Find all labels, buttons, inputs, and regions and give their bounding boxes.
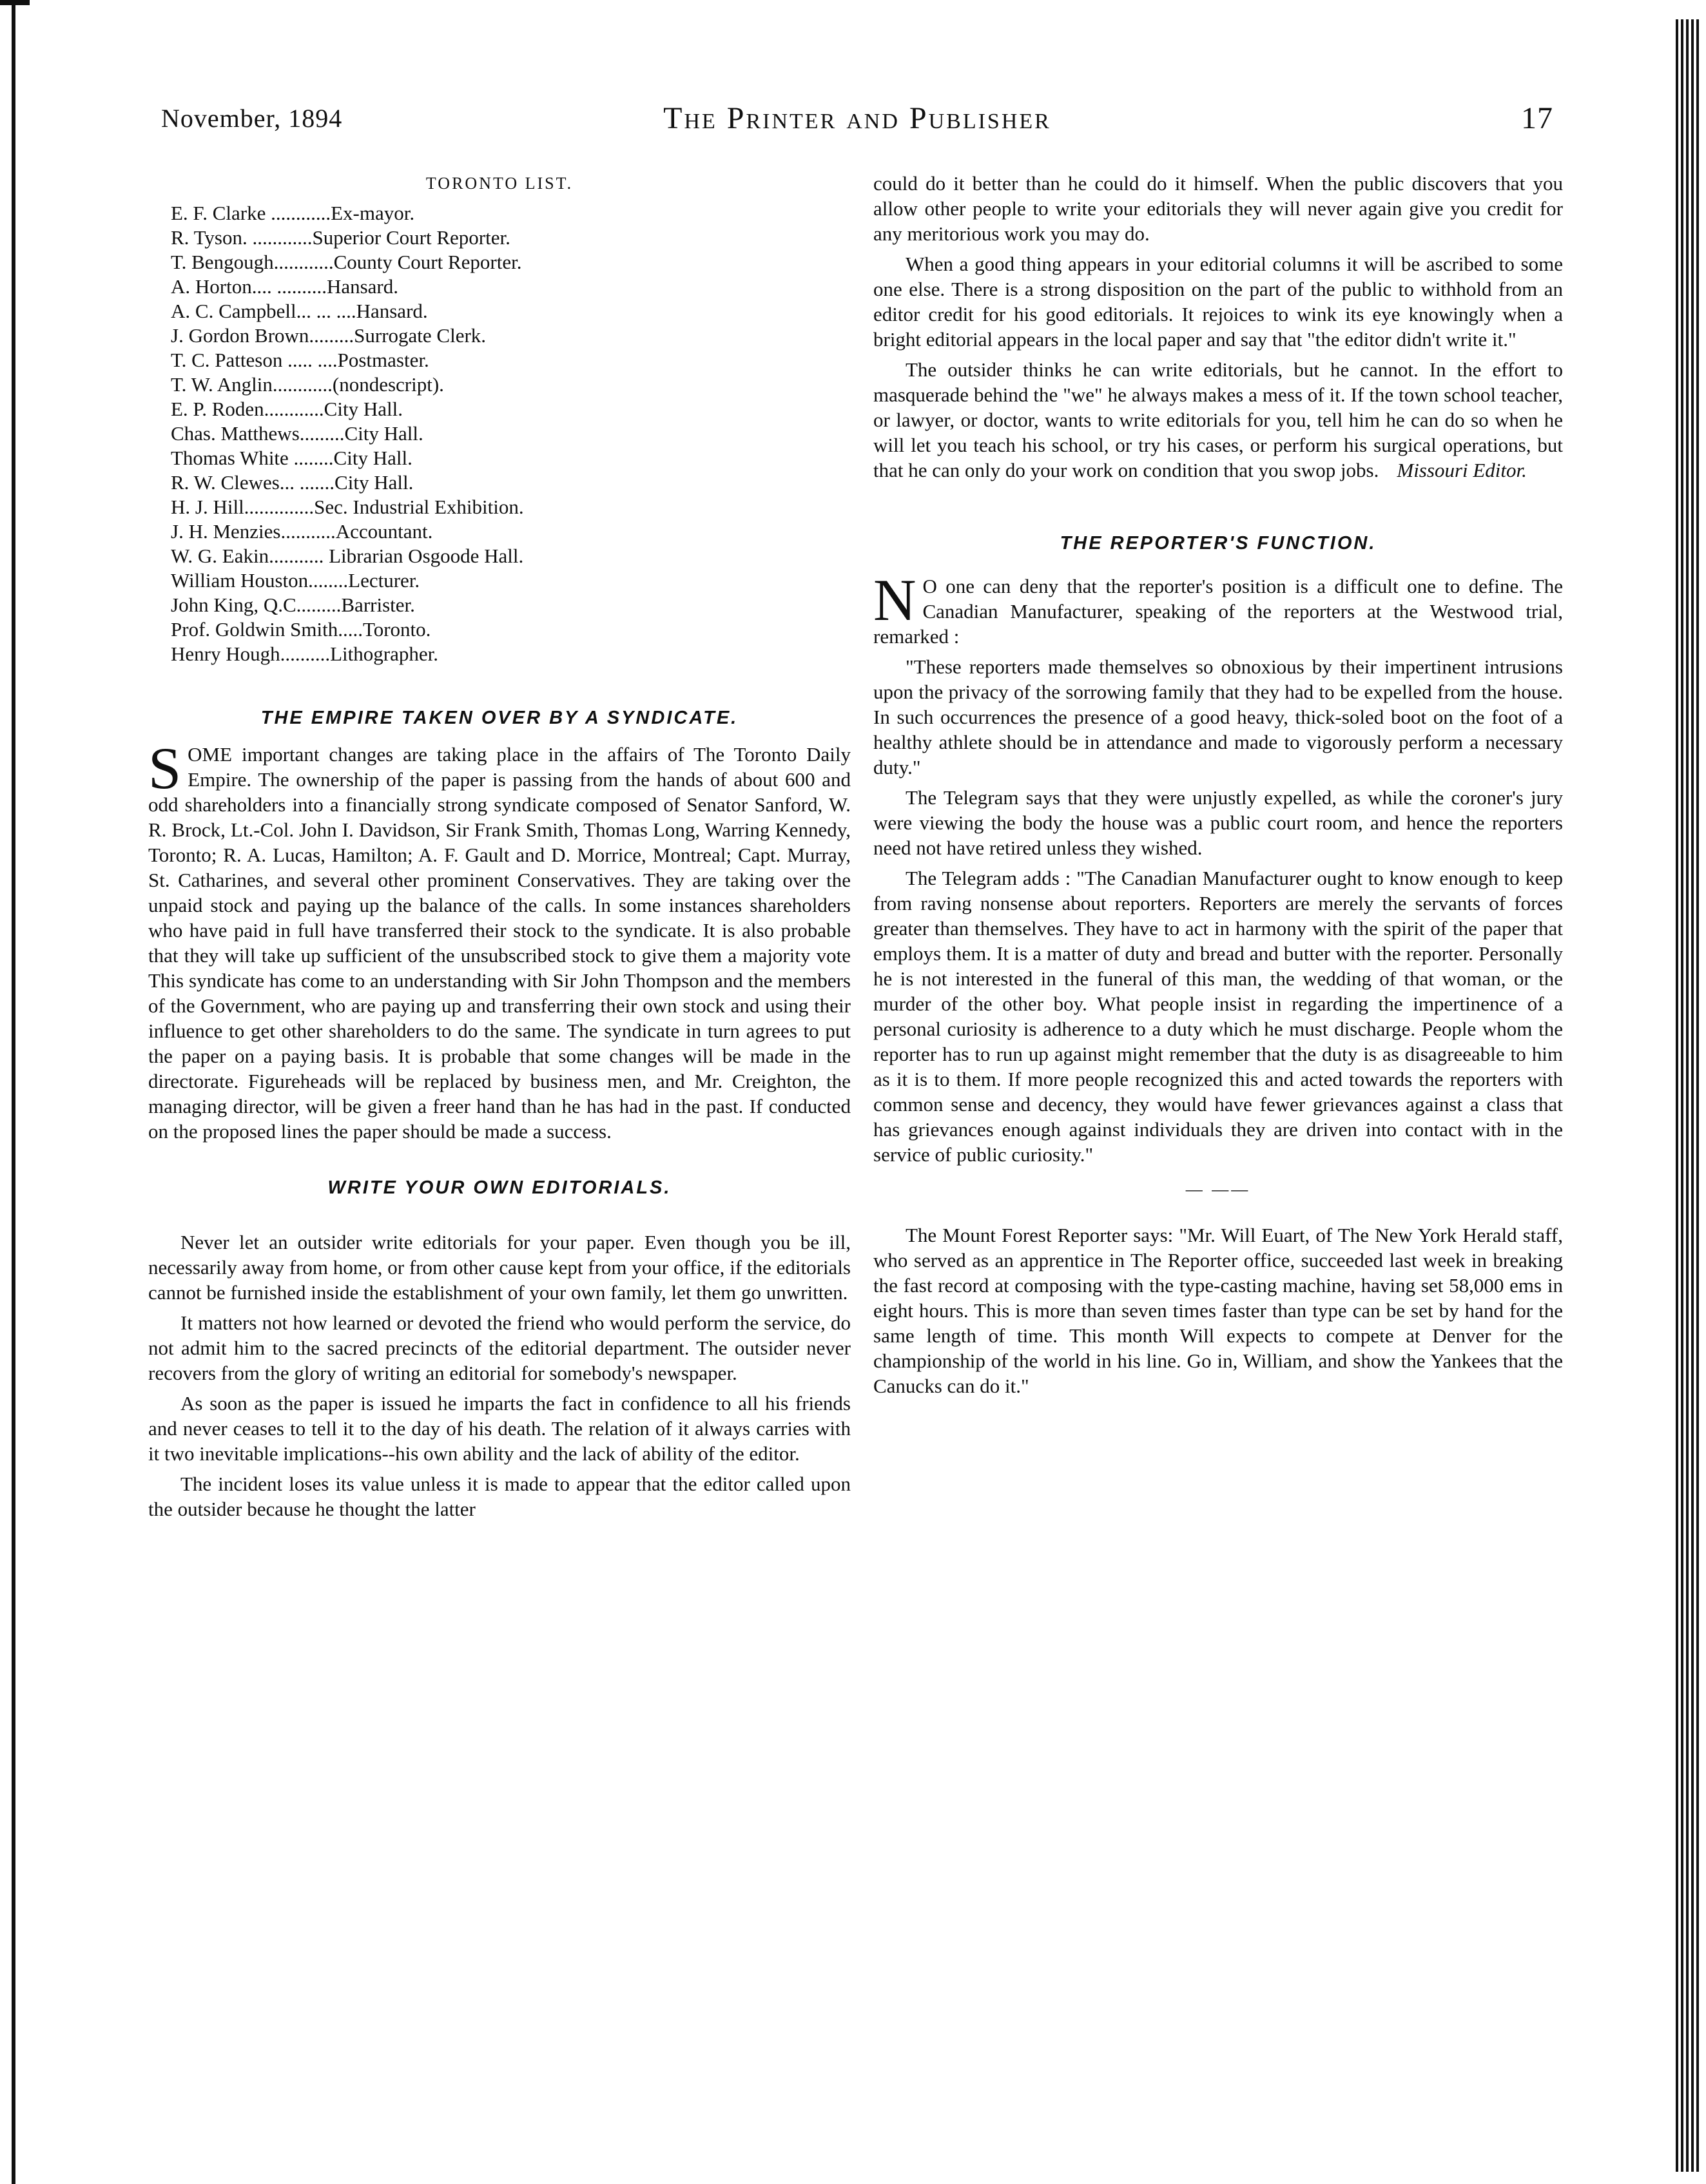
- reporter-paragraph: The Telegram says that they were unjustly expelled, as while the coroner's jury were viewing the body the house was a public court room, and hence the reporters need not have retired unless they wished.: [873, 786, 1563, 859]
- list-item: R. Tyson. ............Superior Court Reporter.: [171, 226, 510, 249]
- list-item: Chas. Matthews.........City Hall.: [171, 422, 423, 445]
- list-item: J. H. Menzies...........Accountant.: [171, 520, 433, 543]
- page-edge-right: [1676, 19, 1699, 2172]
- list-item: J. Gordon Brown.........Surrogate Clerk.: [171, 324, 487, 347]
- drop-cap: S: [148, 735, 182, 801]
- editorials-paragraph: As soon as the paper is issued he imparts the fact in confidence to all his friends and never ceases to tell it to the day of his death. The relation of it always carries with it two inevitable implications--his own ability and the lack of ability of the editor.: [148, 1392, 851, 1465]
- toronto-list: [171, 201, 851, 666]
- list-item: E. P. Roden............City Hall.: [171, 398, 403, 420]
- list-item: A. C. Campbell... ... ....Hansard.: [171, 300, 428, 322]
- list-item: A. Horton.... ..........Hansard.: [171, 275, 399, 298]
- editorials-continuation: [873, 171, 1563, 483]
- editorials-paragraph: Never let an outsider write editorials for your paper. Even though you be ill, necessarily away from home, or from other cause kept from your office, if the editorials cannot be furnished inside the establishment of your own family, let them go unwritten.: [148, 1231, 851, 1304]
- editorials-paragraph: The outsider thinks he can write editorials, but he cannot. In the effort to masquerade behind the "we" he always makes a mess of it. If the town school teacher, or lawyer, or doctor, wants to write editorials for you, tell him he can do so when he will let you teach his school, or try his cases, or perform his surgical operations, but that he can only do your work on condition that you swop jobs. Missouri Editor.: [873, 358, 1563, 481]
- list-item: W. G. Eakin........... Librarian Osgoode Hall.: [171, 545, 524, 567]
- issue-date: November, 1894: [161, 104, 343, 133]
- mount-forest-paragraph: The Mount Forest Reporter says: "Mr. Will Euart, of The New York Herald staff, who served as an apprentice in The Reporter office, succeeded last week in breaking the fast record at composing with the type-casting machine, having set 58,000 ems in eight hours. This is more than seven times faster than type can be set by hand for the same length of time. This month Will expects to compete at Denver for the championship of the world in his line. Go in, William, and show the Yankees that the Canucks can do it.": [873, 1224, 1563, 1397]
- article-source: Missouri Editor.: [1397, 459, 1527, 481]
- list-item: R. W. Clewes... .......City Hall.: [171, 471, 414, 494]
- empire-article-title: THE EMPIRE TAKEN OVER BY A SYNDICATE.: [260, 708, 739, 728]
- reporter-paragraph: N O one can deny that the reporter's position is a difficult one to define. The Canadian Manufacturer, speaking of the reporters at the Westwood trial, remarked :: [873, 567, 1563, 648]
- list-item: E. F. Clarke ............Ex-mayor.: [171, 202, 415, 224]
- empire-article-paragraph: SOME important changes are taking place in the affairs of The Toronto Daily Empire. The ownership of the paper is passing from the hands of about 600 and odd shareholders into a financially strong syndicate composed of Senator Sanford, W. R. Brock, Lt.-Col. John I. Davidson, Sir Frank Smith, Thomas Long, Warring Kennedy, Toronto; R. A. Lucas, Hamilton; A. F. Gault and D. Morrice, Montreal; Capt. Murray, St. Catharines, and several other prominent Conservatives. They are taking over the unpaid stock and paying up the balance of the calls. In some instances shareholders who have paid in full have transferred their stock to the syndicate. It is also probable that they will take up sufficient of the unsubscribed stock to give them a majority vote This syndicate has come to an understanding with Sir John Thompson and the members of the Government, who are paying up and transferring their own stock and using their influence to get other shareholders to do the same. The syndicate in turn agrees to put the paper on a paying basis. It is probable that some changes will be made in the directorate. Figureheads will be replaced by business men, and Mr. Creighton, the managing director, will be given a freer hand than he has had in the past. If conducted on the proposed lines the paper should be made a success.: [148, 735, 851, 1143]
- list-item: T. C. Patteson ..... ....Postmaster.: [171, 349, 429, 371]
- list-item: Thomas White ........City Hall.: [171, 447, 412, 469]
- reporter-article-title: THE REPORTER'S FUNCTION.: [1060, 533, 1377, 554]
- editorials-paragraph: The incident loses its value unless it is made to appear that the editor called upon the outsider because he thought the latter: [148, 1473, 851, 1520]
- toronto-list-section: [148, 174, 851, 666]
- toronto-list-title: TORONTO LIST.: [425, 174, 574, 193]
- reporter-paragraph: The Telegram adds : "The Canadian Manufacturer ought to know enough to keep from raving nonsense about reporters. Reporters are merely the servants of forces greater than themselves. They have to act in harmony with the spirit of the paper that employs them. It is a matter of duty and bread and butter with the reporter. Personally he is not interested in the funeral of this man, the wedding of that woman, or the murder of the other boy. What people insist in regarding the impertinence of a personal curiosity is adherence to a duty which he must discharge. People whom the reporter has to run up against might remember that the duty is as disagreeable to him as it is to them. If more people recognized this and acted towards the reporters with common sense and decency, they would have fewer grievances against a class that has grievances enough against individuals they are driven into contact with in the service of public curiosity.": [873, 867, 1563, 1166]
- page-header: [161, 97, 1553, 135]
- reporter-article: [873, 533, 1563, 1398]
- list-item: T. W. Anglin............(nondescript).: [171, 373, 444, 396]
- left-column: [148, 174, 851, 1527]
- editorials-paragraph: could do it better than he could do it himself. When the public discovers that you allow other people to write your editorials they will never again give you credit for any meritorious work you may do.: [873, 172, 1563, 245]
- right-column: [873, 171, 1563, 1404]
- reporter-paragraph: "These reporters made themselves so obnoxious by their impertinent intrusions upon the privacy of the sorrowing family that they had to be expelled from the house. In such occurrences the presence of a good heavy, thick-soled boot on the foot of a healthy athlete should be in attendance and made to vigorously perform a necessary duty.": [873, 655, 1563, 778]
- list-item: Prof. Goldwin Smith.....Toronto.: [171, 618, 431, 641]
- publication-title: The Printer and Publisher: [663, 101, 1051, 135]
- page-edge-left: [12, 0, 15, 2184]
- list-item: Henry Hough..........Lithographer.: [171, 643, 438, 665]
- list-item: John King, Q.C.........Barrister.: [171, 594, 415, 616]
- editorials-article-title: WRITE YOUR OWN EDITORIALS.: [327, 1177, 672, 1198]
- list-item: T. Bengough............County Court Reporter.: [171, 251, 522, 273]
- section-separator: — ——: [1185, 1180, 1251, 1199]
- drop-cap: N: [873, 567, 916, 633]
- empire-article: [148, 708, 851, 1144]
- editorials-paragraph: When a good thing appears in your editorial columns it will be ascribed to some one else. There is a strong disposition on the part of the public to withhold from an editor credit for his good editorials. It rejoices to wink its eye knowingly when a bright editorial appears in the local paper and say that "the editor didn't write it.": [873, 253, 1563, 351]
- editorials-paragraph: It matters not how learned or devoted the friend who would perform the service, do not admit him to the sacred precincts of the editorial department. The outsider never recovers from the glory of writing an editorial for somebody's newspaper.: [148, 1311, 851, 1384]
- editorials-article: [148, 1177, 851, 1522]
- list-item: H. J. Hill..............Sec. Industrial Exhibition.: [171, 496, 524, 518]
- page-number: 17: [1521, 101, 1553, 135]
- list-item: William Houston........Lecturer.: [171, 569, 420, 592]
